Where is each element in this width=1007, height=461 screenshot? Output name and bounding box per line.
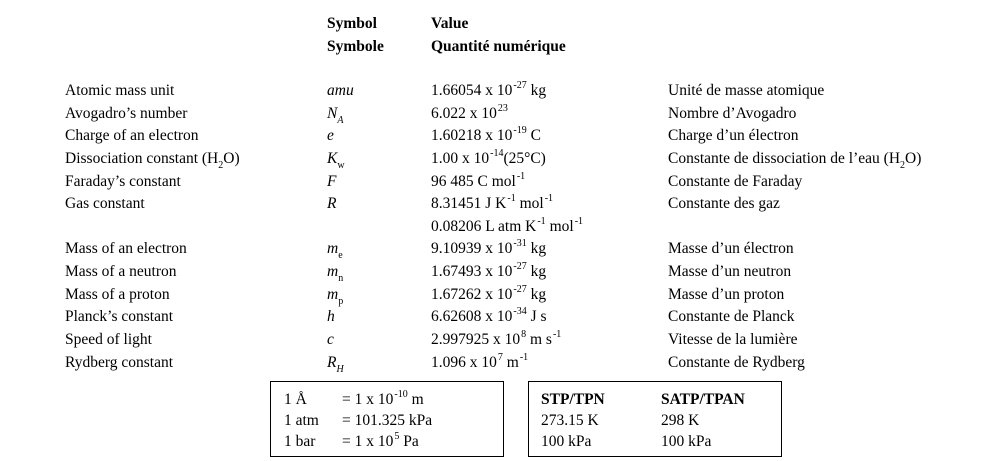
- row-faraday-name-en: Faraday’s constant: [65, 173, 181, 190]
- row-kw-name-en: Dissociation constant $(H_2O)$: [65, 150, 240, 171]
- row-avogadro-symbol: $N_A$: [327, 105, 344, 126]
- row-mp-symbol: $m_p$: [327, 286, 344, 307]
- satp-temperature: 298 K: [661, 412, 700, 429]
- header-value-en: Value: [431, 15, 469, 32]
- row-faraday-symbol: F: [327, 173, 337, 190]
- row-planck-name-en: Planck’s constant: [65, 308, 174, 325]
- satp-header: SATP/TPAN: [661, 391, 745, 408]
- conversion-atm-label: 1 atm: [284, 412, 319, 429]
- row-gas-name-en: Gas constant: [65, 195, 145, 212]
- row-mn-symbol: $m_n$: [327, 263, 344, 284]
- row-mp-value: 1.67262 x $10^{-27}$ kg: [431, 284, 547, 303]
- row-me-value: 9.10939 x $10^{-31}$ kg: [431, 238, 547, 257]
- row-avogadro-value: 6.022 x $10^{23}$: [431, 103, 508, 122]
- stp-temperature: 273.15 K: [541, 412, 599, 429]
- conversion-angstrom-label: 1 Å: [284, 391, 307, 408]
- row-amu-name-en: Atomic mass unit: [65, 82, 175, 99]
- row-avogadro-name-en: Avogadro’s number: [65, 105, 188, 122]
- row-me-name-en: Mass of an electron: [65, 240, 187, 257]
- row-gas-value-atm: 0.08206 L atm $K^{-1}$ mol$^{-1}$: [431, 216, 584, 235]
- conversion-bar-label: 1 bar: [284, 433, 316, 450]
- row-amu-name-fr: Unité de masse atomique: [668, 82, 825, 99]
- conversion-bar-value: = 1 x $10^5$ Pa: [342, 431, 419, 450]
- row-c-name-en: Speed of light: [65, 331, 152, 348]
- row-me-name-fr: Masse d’un électron: [668, 240, 794, 257]
- row-c-name-fr: Vitesse de la lumière: [668, 331, 798, 348]
- row-mp-name-fr: Masse d’un proton: [668, 286, 785, 303]
- row-amu-value: 1.66054 x $10^{-27}$ kg: [431, 80, 547, 99]
- row-faraday-name-fr: Constante de Faraday: [668, 173, 803, 190]
- row-c-value: 2.997925 x $10^8$ m $s^{-1}$: [431, 329, 562, 348]
- row-charge-value: 1.60218 x $10^{-19}$ C: [431, 125, 541, 144]
- row-c-symbol: c: [327, 331, 334, 348]
- row-mn-name-en: Mass of a neutron: [65, 263, 177, 280]
- stp-header: STP/TPN: [541, 391, 605, 408]
- row-planck-value: 6.62608 x $10^{-34}$ J s: [431, 306, 547, 325]
- row-mn-value: 1.67493 x $10^{-27}$ kg: [431, 261, 547, 280]
- conversion-box: [270, 381, 504, 457]
- row-rydberg-name-fr: Constante de Rydberg: [668, 354, 805, 371]
- satp-pressure: 100 kPa: [661, 433, 712, 450]
- stp-box: [528, 381, 782, 457]
- row-kw-symbol: $K_w$: [327, 150, 345, 171]
- row-gas-value-si: 8.31451 J $K^{-1}$ mol$^{-1}$: [431, 193, 554, 212]
- row-mp-name-en: Mass of a proton: [65, 286, 170, 303]
- row-amu-symbol: amu: [327, 82, 354, 99]
- row-charge-name-fr: Charge d’un électron: [668, 127, 799, 144]
- row-charge-symbol: e: [327, 127, 334, 144]
- row-rydberg-value: 1.096 x $10^7$ $m^{-1}$: [431, 352, 529, 371]
- header-value-fr: Quantité numérique: [431, 38, 566, 55]
- row-me-symbol: $m_e$: [327, 240, 343, 261]
- stp-pressure: 100 kPa: [541, 433, 592, 450]
- row-planck-symbol: h: [327, 308, 335, 325]
- row-planck-name-fr: Constante de Planck: [668, 308, 795, 325]
- header-symbol-en: Symbol: [327, 15, 377, 32]
- row-rydberg-name-en: Rydberg constant: [65, 354, 174, 371]
- row-mn-name-fr: Masse d’un neutron: [668, 263, 792, 280]
- row-rydberg-symbol: $R_H$: [327, 354, 344, 375]
- row-charge-name-en: Charge of an electron: [65, 127, 199, 144]
- row-kw-value: 1.00 x $10^{-14}(25^\circ C)$: [431, 148, 546, 167]
- row-gas-symbol: R: [327, 195, 337, 212]
- conversion-angstrom-value: = 1 x $10^{-10}$ m: [342, 389, 424, 408]
- row-faraday-value: 96 485 C mol$^{-1}$: [431, 171, 526, 190]
- conversion-atm-value: = 101.325 kPa: [342, 412, 433, 429]
- header-symbol-fr: Symbole: [327, 38, 384, 55]
- row-gas-name-fr: Constante des gaz: [668, 195, 780, 212]
- row-kw-name-fr: Constante de dissociation de l’eau $(H_2O)$: [668, 150, 922, 171]
- row-avogadro-name-fr: Nombre d’Avogadro: [668, 105, 797, 122]
